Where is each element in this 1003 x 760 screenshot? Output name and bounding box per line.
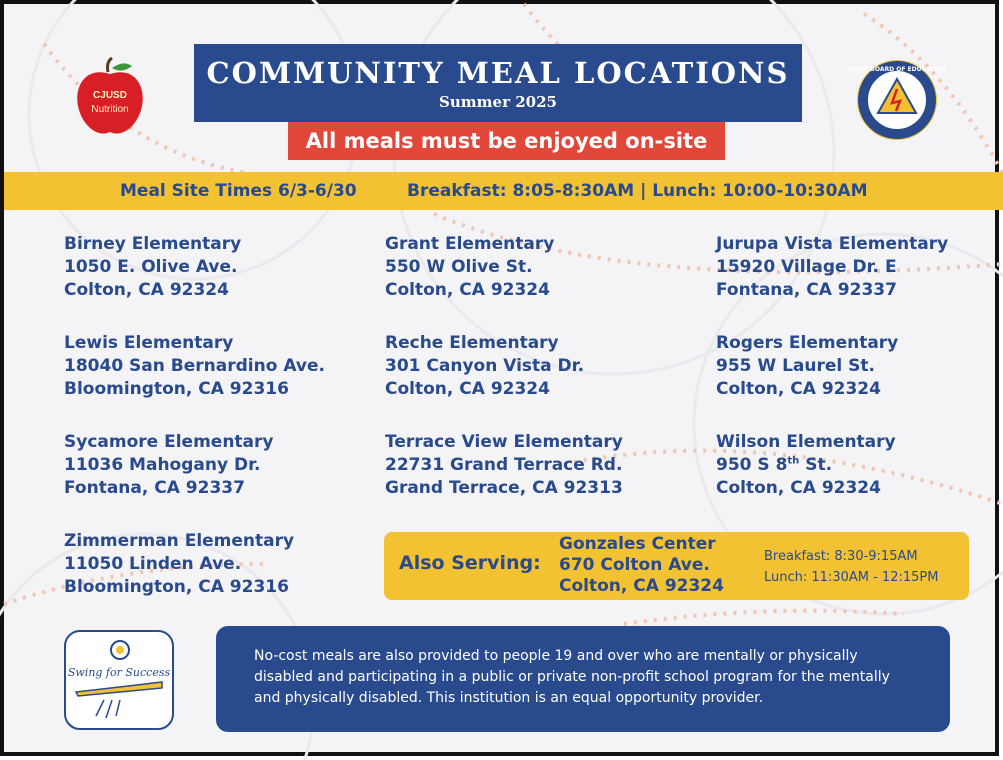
baseball-bat-icon (66, 632, 172, 728)
site-city: Colton, CA 92324 (64, 280, 229, 300)
site-jurupa-vista (716, 233, 948, 302)
site-name: Wilson Elementary (716, 432, 896, 452)
site-street: 22731 Grand Terrace Rd. (385, 455, 623, 475)
site-city: Colton, CA 92324 (385, 280, 550, 300)
site-name: Jurupa Vista Elementary (716, 234, 949, 254)
site-rogers (716, 332, 898, 401)
site-terrace-view (385, 431, 623, 500)
also-serving-street: 670 Colton Ave. (559, 555, 710, 575)
site-reche (385, 332, 584, 401)
also-serving-city: Colton, CA 92324 (559, 576, 724, 596)
meal-site-dates: Meal Site Times 6/3-6/30 (120, 181, 357, 201)
site-city: Bloomington, CA 92316 (64, 577, 289, 597)
street-suffix: St. (799, 455, 833, 475)
seal-text: CJUSD BOARD OF EDUCATION (847, 66, 947, 73)
page-title: COMMUNITY MEAL LOCATIONS (206, 56, 790, 90)
site-street (716, 454, 896, 477)
site-name: Lewis Elementary (64, 333, 234, 353)
meal-site-hours: Breakfast: 8:05-8:30AM | Lunch: 10:00-10:30AM (407, 181, 868, 201)
also-serving-times (764, 546, 938, 588)
site-street: 15920 Village Dr. E (716, 257, 897, 277)
site-city: Colton, CA 92324 (716, 478, 881, 498)
site-street: 1050 E. Olive Ave. (64, 257, 238, 277)
also-serving-label: Also Serving: (399, 552, 541, 574)
site-birney (64, 233, 241, 302)
site-street: 301 Canyon Vista Dr. (385, 356, 585, 376)
also-serving-name: Gonzales Center (559, 534, 716, 554)
also-serving-location (559, 534, 724, 597)
swing-for-success-logo (64, 630, 174, 730)
swing-logo-text: Swing for Success (67, 666, 171, 679)
apple-logo-text-2: Nutrition (91, 104, 129, 115)
ordinal-suffix: th (787, 455, 800, 467)
site-name: Zimmerman Elementary (64, 531, 295, 551)
site-city: Bloomington, CA 92316 (64, 379, 289, 399)
also-serving-lunch: Lunch: 11:30AM - 12:15PM (764, 570, 939, 585)
meal-times-bar (4, 172, 1003, 210)
site-city: Fontana, CA 92337 (64, 478, 245, 498)
also-serving-breakfast: Breakfast: 8:30-9:15AM (764, 549, 918, 564)
cjusd-board-seal (847, 59, 947, 141)
cjusd-nutrition-apple-logo (72, 58, 148, 138)
site-city: Colton, CA 92324 (385, 379, 550, 399)
nondiscrimination-notice: No-cost meals are also provided to people 19 and over who are mentally or physically disabled and participating in a public or private non-profit school program for the mentally and physically disabled. This institution is an equal opportunity provider. (216, 626, 950, 732)
site-name: Grant Elementary (385, 234, 555, 254)
site-name: Sycamore Elementary (64, 432, 274, 452)
site-sycamore (64, 431, 273, 500)
apple-logo-text-1: CJUSD (93, 90, 127, 101)
site-street: 955 W Laurel St. (716, 356, 875, 376)
site-zimmerman (64, 530, 294, 599)
street-number: 950 S 8 (716, 455, 788, 475)
site-street: 18040 San Bernardino Ave. (64, 356, 325, 376)
site-city: Colton, CA 92324 (716, 379, 881, 399)
site-street: 11050 Linden Ave. (64, 554, 242, 574)
site-name: Reche Elementary (385, 333, 559, 353)
site-wilson (716, 431, 896, 500)
site-grant (385, 233, 554, 302)
site-city: Grand Terrace, CA 92313 (385, 478, 623, 498)
site-street: 550 W Olive St. (385, 257, 533, 277)
site-name: Terrace View Elementary (385, 432, 623, 452)
page-subtitle: Summer 2025 (439, 93, 557, 111)
site-name: Rogers Elementary (716, 333, 899, 353)
site-lewis (64, 332, 325, 401)
site-name: Birney Elementary (64, 234, 242, 254)
title-banner (194, 44, 802, 122)
site-street: 11036 Mahogany Dr. (64, 455, 261, 475)
site-city: Fontana, CA 92337 (716, 280, 897, 300)
onsite-notice: All meals must be enjoyed on-site (288, 122, 725, 160)
also-serving-panel (384, 532, 969, 600)
